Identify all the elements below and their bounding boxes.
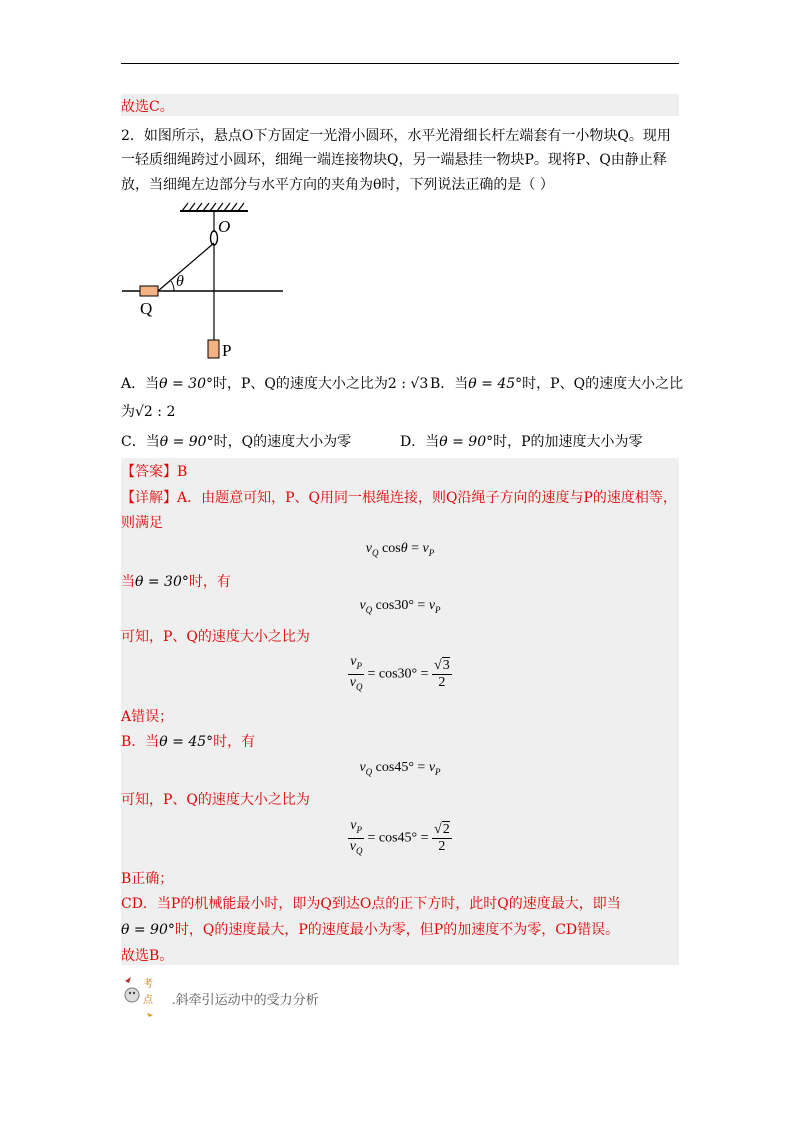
ring <box>211 231 218 245</box>
ratio-text-1: 可知，P、Q的速度大小之比为 <box>121 629 310 645</box>
cd-line-1: CD．当P的机械能最小时，即为Q到达O点的正下方时，此时Q的速度最大，即当 <box>121 896 621 912</box>
b-45-post: 时，有 <box>213 734 256 750</box>
b-45-line <box>121 731 255 751</box>
equation-5: $\frac{v_P}{v_Q}$ = cos45° = $\frac{√2}{2}$ <box>349 818 450 856</box>
cd-cond: θ = 90° <box>121 922 175 938</box>
kaodian-text: .斜牵引运动中的受力分析 <box>172 992 319 1007</box>
rope-left <box>158 243 214 291</box>
option-a-pre: A．当 <box>121 376 160 392</box>
kaodian-badge-icon <box>121 973 157 1019</box>
equation-3: $\frac{v_P}{v_Q}$ = cos30° = $\frac{√3}{2}$ <box>349 654 450 692</box>
option-b-cont-text: 为 <box>121 404 135 420</box>
option-b-ratio: √2 : 2 <box>135 404 176 420</box>
label-p: P <box>222 341 232 360</box>
option-c-pre: C．当 <box>121 434 160 450</box>
option-a-post: 时，P、Q的速度大小之比为 <box>213 376 388 392</box>
detail-line-2: 则满足 <box>121 515 163 531</box>
answer-section <box>121 458 679 965</box>
block-p <box>208 340 219 358</box>
ratio-text-2: 可知，P、Q的速度大小之比为 <box>121 792 310 808</box>
block-q <box>140 286 158 296</box>
equation-1: $v_Q$ $\cos\theta = v_P$ <box>365 541 435 558</box>
b-45-cond: θ = 45° <box>159 734 214 750</box>
kaodian-char-1: 考 <box>143 979 153 990</box>
option-b-pre: B．当 <box>430 376 469 392</box>
option-d-cond: θ = 90° <box>439 434 494 450</box>
ceiling-hatch <box>182 203 244 211</box>
option-b-post: 时，P、Q的速度大小之比 <box>522 376 684 392</box>
option-a <box>121 373 428 393</box>
cd-post: 时，Q的速度最大，P的速度最小为零，但P的加速度不为零，CD错误。 <box>174 922 620 938</box>
option-a-ratio: 2 : √3 <box>387 376 429 392</box>
angle-arc <box>171 281 174 291</box>
when-30-post: 时，有 <box>188 574 231 590</box>
physics-figure <box>118 198 298 364</box>
answer-label: 【答案】B <box>121 464 188 480</box>
b-right: B正确； <box>121 871 174 887</box>
prev-answer: 故选C。 <box>121 99 174 115</box>
header-rule <box>121 63 679 64</box>
detail-line-1: 【详解】A．由题意可知，P、Q用同一根绳连接，则Q沿绳子方向的速度与P的速度相等， <box>121 490 677 506</box>
question-line-2: 一轻质细绳跨过小圆环，细绳一端连接物块Q，另一端悬挂一物块P。现将P、Q由静止释 <box>121 152 667 168</box>
equation-2: $v_Q$ $\cos 30^\circ = v_P$ <box>359 598 441 615</box>
option-c-post: 时，Q的速度大小为零 <box>213 434 352 450</box>
option-d-pre: D．当 <box>400 434 440 450</box>
prev-answer-band <box>121 94 679 116</box>
kaodian-topic: 斜牵引运动中的受力分析 <box>175 992 319 1007</box>
cd-line-2 <box>121 919 619 939</box>
option-b-cont <box>121 401 175 421</box>
option-b <box>430 373 683 393</box>
when-30-pre: 当 <box>121 574 135 590</box>
question-line-3: 放，当细绳左边部分与水平方向的夹角为θ时，下列说法正确的是（ ） <box>121 177 554 193</box>
option-b-cond: θ = 45° <box>468 376 523 392</box>
option-d-post: 时，P的加速度大小为零 <box>493 434 643 450</box>
when-30-cond: θ = 30° <box>135 574 189 590</box>
label-theta: θ <box>176 273 184 290</box>
when-30-line <box>121 571 231 591</box>
option-a-cond: θ = 30° <box>159 376 213 392</box>
label-o: O <box>218 217 231 236</box>
b-45-pre: B．当 <box>121 734 160 750</box>
final-answer: 故选B。 <box>121 948 174 964</box>
option-c <box>121 431 351 451</box>
label-q: Q <box>140 299 153 318</box>
equation-4: $v_Q$ $\cos 45^\circ = v_P$ <box>359 760 441 777</box>
option-c-cond: θ = 90° <box>159 434 214 450</box>
a-wrong: A错误； <box>121 709 174 725</box>
kaodian-char-2: 点 <box>143 995 153 1006</box>
question-line-1: 2．如图所示，悬点O下方固定一光滑小圆环，水平光滑细长杆左端套有一小物块Q。现用 <box>121 128 671 144</box>
option-d <box>400 431 643 451</box>
